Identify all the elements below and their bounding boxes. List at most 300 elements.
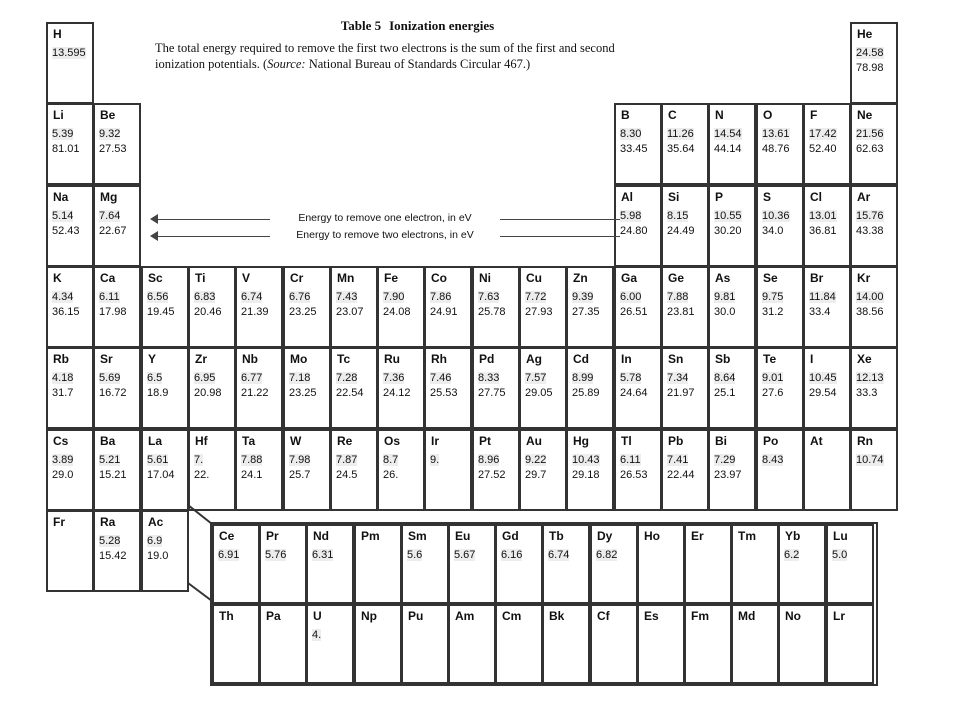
element-cell-tl <box>614 429 662 511</box>
element-symbol: Sr <box>100 352 113 366</box>
first-ionization-energy: 9.39 <box>572 291 594 303</box>
element-symbol: Er <box>691 529 704 543</box>
total-two-electron-energy: 33.3 <box>856 387 878 399</box>
first-ionization-energy: 13.61 <box>762 128 790 140</box>
first-ionization-energy: 21.56 <box>856 128 884 140</box>
element-cell-cr <box>283 266 331 348</box>
element-symbol: P <box>715 190 724 204</box>
total-two-electron-energy: 30.0 <box>714 306 736 318</box>
element-cell-cs <box>46 429 94 511</box>
element-symbol: Th <box>219 609 234 623</box>
first-ionization-energy: 5.21 <box>99 454 121 466</box>
first-ionization-energy: 6.11 <box>620 454 641 466</box>
element-cell-o <box>756 103 804 185</box>
total-two-electron-energy: 48.76 <box>762 143 790 155</box>
total-two-electron-energy: 26.53 <box>620 469 648 481</box>
first-ionization-energy: 12.13 <box>856 372 884 384</box>
first-ionization-energy: 6.11 <box>99 291 120 303</box>
element-cell-rb <box>46 347 94 429</box>
total-two-electron-energy: 23.25 <box>289 387 317 399</box>
total-two-electron-energy: 36.15 <box>52 306 80 318</box>
element-symbol: Md <box>738 609 756 623</box>
element-cell-ag <box>519 347 567 429</box>
desc-source-label: Source: <box>267 57 306 71</box>
desc-source-text: National Bureau of Standards Circular 467.) <box>305 57 531 71</box>
first-ionization-energy: 5.61 <box>147 454 169 466</box>
first-ionization-energy: 8.43 <box>762 454 784 466</box>
element-symbol: I <box>810 352 814 366</box>
first-ionization-energy: 7.72 <box>525 291 547 303</box>
element-symbol: Se <box>763 271 778 285</box>
total-two-electron-energy: 24.1 <box>241 469 263 481</box>
element-cell-fe <box>377 266 425 348</box>
element-cell-os <box>377 429 425 511</box>
total-two-electron-energy: 81.01 <box>52 143 80 155</box>
first-ionization-energy: 7.36 <box>383 372 405 384</box>
element-cell-pd <box>472 347 520 429</box>
element-cell-sr <box>93 347 141 429</box>
first-ionization-energy: 7.86 <box>430 291 452 303</box>
first-ionization-energy: 4.18 <box>52 372 74 384</box>
total-two-electron-energy: 22.67 <box>99 225 127 237</box>
element-symbol: Al <box>621 190 633 204</box>
element-symbol: U <box>313 609 322 623</box>
total-two-electron-energy: 24.12 <box>383 387 411 399</box>
element-symbol: Cl <box>810 190 822 204</box>
element-cell-ar <box>850 185 898 267</box>
element-symbol: At <box>810 434 823 448</box>
element-cell-s <box>756 185 804 267</box>
total-two-electron-energy: 29.0 <box>52 469 74 481</box>
element-symbol: Tb <box>549 529 564 543</box>
element-symbol: Dy <box>597 529 613 543</box>
element-cell-sn <box>661 347 709 429</box>
element-symbol: H <box>53 27 62 41</box>
total-two-electron-energy: 36.81 <box>809 225 837 237</box>
element-symbol: Li <box>53 108 64 122</box>
first-ionization-energy: 7.46 <box>430 372 452 384</box>
total-two-electron-energy: 27.52 <box>478 469 506 481</box>
total-two-electron-energy: 26. <box>383 469 399 481</box>
first-ionization-energy: 7.43 <box>336 291 358 303</box>
element-cell-hf <box>188 429 236 511</box>
element-cell-na <box>46 185 94 267</box>
element-cell-ru <box>377 347 425 429</box>
total-two-electron-energy: 22.54 <box>336 387 364 399</box>
element-symbol: Sb <box>715 352 731 366</box>
element-cell-mo <box>283 347 331 429</box>
first-ionization-energy: 7.64 <box>99 210 121 222</box>
element-symbol: Cm <box>502 609 522 623</box>
first-ionization-energy: 7.88 <box>667 291 689 303</box>
total-two-electron-energy: 20.46 <box>194 306 222 318</box>
total-two-electron-energy: 31.7 <box>52 387 74 399</box>
element-cell-zr <box>188 347 236 429</box>
element-cell-at <box>803 429 851 511</box>
first-ionization-energy: 7.63 <box>478 291 500 303</box>
element-cell-f <box>803 103 851 185</box>
element-cell-rn <box>850 429 898 511</box>
element-symbol: Po <box>763 434 779 448</box>
element-symbol: K <box>53 271 62 285</box>
first-ionization-energy: 6.16 <box>501 549 523 561</box>
element-symbol: Ge <box>668 271 685 285</box>
element-symbol: Ba <box>100 434 116 448</box>
element-symbol: Rb <box>53 352 69 366</box>
element-cell-y <box>141 347 189 429</box>
element-symbol: Y <box>148 352 157 366</box>
element-symbol: Pd <box>479 352 495 366</box>
element-symbol: Am <box>455 609 475 623</box>
element-symbol: Ta <box>242 434 256 448</box>
total-two-electron-energy: 18.9 <box>147 387 169 399</box>
total-two-electron-energy: 21.39 <box>241 306 269 318</box>
first-ionization-energy: 15.76 <box>856 210 884 222</box>
element-symbol: Cf <box>597 609 610 623</box>
total-two-electron-energy: 27.93 <box>525 306 553 318</box>
first-ionization-energy: 5.69 <box>99 372 121 384</box>
desc-text: The total energy required to remove the first two electrons is the sum of the first and second ionization potentials. ( <box>155 41 615 71</box>
first-ionization-energy: 4.34 <box>52 291 74 303</box>
element-symbol: Lr <box>833 609 845 623</box>
element-cell-as <box>708 266 756 348</box>
total-two-electron-energy: 31.2 <box>762 306 784 318</box>
total-two-electron-energy: 25.7 <box>289 469 311 481</box>
table-number: Table 5 <box>340 18 382 33</box>
first-ionization-energy: 6.76 <box>289 291 311 303</box>
element-symbol: Rn <box>857 434 873 448</box>
total-two-electron-energy: 43.38 <box>856 225 884 237</box>
first-ionization-energy: 5.67 <box>454 549 476 561</box>
element-cell-be <box>93 103 141 185</box>
element-cell-cd <box>566 347 614 429</box>
table-caption <box>155 18 625 72</box>
total-two-electron-energy: 21.22 <box>241 387 269 399</box>
element-symbol: No <box>785 609 801 623</box>
element-cell-ba <box>93 429 141 511</box>
element-cell-nb <box>235 347 283 429</box>
element-symbol: Pa <box>266 609 281 623</box>
element-symbol: Tc <box>337 352 351 366</box>
element-symbol: Pb <box>668 434 684 448</box>
element-symbol: Ne <box>857 108 873 122</box>
total-two-electron-energy: 21.97 <box>667 387 695 399</box>
total-two-electron-energy: 25.1 <box>714 387 736 399</box>
element-cell-br <box>803 266 851 348</box>
total-two-electron-energy: 35.64 <box>667 143 695 155</box>
total-two-electron-energy: 38.56 <box>856 306 884 318</box>
element-symbol: Cu <box>526 271 542 285</box>
first-ionization-energy: 6.31 <box>312 549 334 561</box>
element-symbol: Ce <box>219 529 235 543</box>
f-block-connector <box>186 503 216 603</box>
element-cell-la <box>141 429 189 511</box>
element-symbol: Fe <box>384 271 399 285</box>
element-symbol: Ir <box>431 434 440 448</box>
first-ionization-energy: 5.14 <box>52 210 74 222</box>
first-ionization-energy: 8.33 <box>478 372 500 384</box>
total-two-electron-energy: 23.25 <box>289 306 317 318</box>
element-symbol: As <box>715 271 731 285</box>
element-symbol: Lu <box>833 529 848 543</box>
first-ionization-energy: 6.82 <box>596 549 618 561</box>
element-cell-ac <box>141 510 189 592</box>
element-symbol: Ac <box>148 515 164 529</box>
element-symbol: Ar <box>857 190 871 204</box>
total-two-electron-energy: 22.44 <box>667 469 695 481</box>
total-two-electron-energy: 52.43 <box>52 225 80 237</box>
element-symbol: In <box>621 352 632 366</box>
total-two-electron-energy: 23.81 <box>667 306 695 318</box>
element-cell-rh <box>424 347 472 429</box>
total-two-electron-energy: 20.98 <box>194 387 222 399</box>
element-symbol: Sc <box>148 271 163 285</box>
element-symbol: Cr <box>290 271 304 285</box>
total-two-electron-energy: 34.0 <box>762 225 784 237</box>
total-two-electron-energy: 25.53 <box>430 387 458 399</box>
element-symbol: Mo <box>290 352 308 366</box>
first-ionization-energy: 5.39 <box>52 128 74 140</box>
element-symbol: N <box>715 108 724 122</box>
element-cell-sc <box>141 266 189 348</box>
total-two-electron-energy: 29.18 <box>572 469 600 481</box>
element-symbol: La <box>148 434 163 448</box>
element-symbol: Zn <box>573 271 588 285</box>
element-cell-ni <box>472 266 520 348</box>
first-ionization-energy: 6.91 <box>218 549 240 561</box>
first-ionization-energy: 13.01 <box>809 210 837 222</box>
element-cell-tc <box>330 347 378 429</box>
first-ionization-energy: 6.74 <box>241 291 263 303</box>
total-two-electron-energy: 15.21 <box>99 469 127 481</box>
element-cell-se <box>756 266 804 348</box>
first-ionization-energy: 8.96 <box>478 454 500 466</box>
element-symbol: Mn <box>337 271 355 285</box>
total-two-electron-energy: 23.97 <box>714 469 742 481</box>
total-two-electron-energy: 29.7 <box>525 469 547 481</box>
element-cell-i <box>803 347 851 429</box>
total-two-electron-energy: 24.91 <box>430 306 458 318</box>
first-ionization-energy: 10.55 <box>714 210 742 222</box>
first-ionization-energy: 17.42 <box>809 128 837 140</box>
element-symbol: Xe <box>857 352 872 366</box>
element-cell-ge <box>661 266 709 348</box>
element-cell-al <box>614 185 662 267</box>
total-two-electron-energy: 29.54 <box>809 387 837 399</box>
first-ionization-energy: 9.75 <box>762 291 784 303</box>
element-symbol: Mg <box>100 190 118 204</box>
element-symbol: S <box>763 190 772 204</box>
legend-two-label: Energy to remove two electrons, in eV <box>270 229 500 241</box>
total-two-electron-energy: 24.80 <box>620 225 648 237</box>
element-cell-c <box>661 103 709 185</box>
element-symbol: Hf <box>195 434 208 448</box>
first-ionization-energy: 10.43 <box>572 454 600 466</box>
element-symbol: Bi <box>715 434 727 448</box>
table-title <box>210 18 625 34</box>
total-two-electron-energy: 24.49 <box>667 225 695 237</box>
total-two-electron-energy: 19.45 <box>147 306 175 318</box>
first-ionization-energy: 5.6 <box>407 549 423 561</box>
element-symbol: Kr <box>857 271 871 285</box>
element-symbol: Pu <box>408 609 424 623</box>
element-cell-pt <box>472 429 520 511</box>
element-cell-ta <box>235 429 283 511</box>
element-cell-zn <box>566 266 614 348</box>
element-cell-h <box>46 22 94 104</box>
element-symbol: Nb <box>242 352 258 366</box>
first-ionization-energy: 6.2 <box>784 549 800 561</box>
first-ionization-energy: 6.56 <box>147 291 169 303</box>
element-symbol: Ho <box>644 529 660 543</box>
element-cell-co <box>424 266 472 348</box>
first-ionization-energy: 6.77 <box>241 372 263 384</box>
first-ionization-energy: 8.64 <box>714 372 736 384</box>
total-two-electron-energy: 30.20 <box>714 225 742 237</box>
element-cell-ti <box>188 266 236 348</box>
total-two-electron-energy: 17.04 <box>147 469 175 481</box>
element-symbol: Cs <box>53 434 69 448</box>
total-two-electron-energy: 24.5 <box>336 469 358 481</box>
element-cell-ir <box>424 429 472 511</box>
total-two-electron-energy: 24.64 <box>620 387 648 399</box>
element-cell-sb <box>708 347 756 429</box>
total-two-electron-energy: 33.45 <box>620 143 648 155</box>
element-symbol: Ru <box>384 352 400 366</box>
first-ionization-energy: 8.30 <box>620 128 642 140</box>
total-two-electron-energy: 52.40 <box>809 143 837 155</box>
first-ionization-energy: 7.98 <box>289 454 311 466</box>
element-symbol: Te <box>763 352 777 366</box>
element-cell-kr <box>850 266 898 348</box>
element-symbol: O <box>763 108 773 122</box>
element-cell-n <box>708 103 756 185</box>
element-cell-p <box>708 185 756 267</box>
element-symbol: W <box>290 434 302 448</box>
element-symbol: Co <box>431 271 447 285</box>
element-symbol: Fr <box>53 515 65 529</box>
first-ionization-energy: 6.9 <box>147 535 163 547</box>
legend-one-label: Energy to remove one electron, in eV <box>270 212 500 224</box>
element-cell-k <box>46 266 94 348</box>
element-symbol: Yb <box>785 529 801 543</box>
first-ionization-energy: 7.57 <box>525 372 547 384</box>
element-symbol: Na <box>53 190 69 204</box>
element-cell-ca <box>93 266 141 348</box>
legend-one-electron <box>150 212 615 226</box>
legend-two-electrons <box>150 229 615 243</box>
element-symbol: Ti <box>195 271 206 285</box>
element-symbol: He <box>857 27 873 41</box>
total-two-electron-energy: 27.75 <box>478 387 506 399</box>
element-symbol: V <box>242 271 251 285</box>
total-two-electron-energy: 23.07 <box>336 306 364 318</box>
element-cell-po <box>756 429 804 511</box>
first-ionization-energy: 5.28 <box>99 535 121 547</box>
first-ionization-energy: 9.22 <box>525 454 547 466</box>
element-symbol: Ca <box>100 271 116 285</box>
element-symbol: Ag <box>526 352 542 366</box>
element-cell-b <box>614 103 662 185</box>
table-description <box>155 40 625 72</box>
first-ionization-energy: 8.15 <box>667 210 689 222</box>
element-symbol: Tm <box>738 529 756 543</box>
element-cell-bi <box>708 429 756 511</box>
first-ionization-energy: 14.54 <box>714 128 742 140</box>
first-ionization-energy: 10.45 <box>809 372 837 384</box>
first-ionization-energy: 7.41 <box>667 454 689 466</box>
first-ionization-energy: 5.98 <box>620 210 642 222</box>
first-ionization-energy: 13.595 <box>52 47 86 59</box>
total-two-electron-energy: 19.0 <box>147 550 169 562</box>
element-cell-ra <box>93 510 141 592</box>
f-block-frame <box>210 522 878 686</box>
total-two-electron-energy: 22. <box>194 469 210 481</box>
first-ionization-energy: 7.87 <box>336 454 358 466</box>
first-ionization-energy: 7. <box>194 454 204 466</box>
element-symbol: Gd <box>502 529 519 543</box>
element-symbol: Cd <box>573 352 589 366</box>
total-two-electron-energy: 24.08 <box>383 306 411 318</box>
first-ionization-energy: 6.5 <box>147 372 163 384</box>
first-ionization-energy: 8.99 <box>572 372 594 384</box>
element-cell-mn <box>330 266 378 348</box>
total-two-electron-energy: 78.98 <box>856 62 884 74</box>
element-symbol: B <box>621 108 630 122</box>
total-two-electron-energy: 44.14 <box>714 143 742 155</box>
element-cell-fr <box>46 510 94 592</box>
element-symbol: Zr <box>195 352 207 366</box>
total-two-electron-energy: 33.4 <box>809 306 831 318</box>
element-cell-re <box>330 429 378 511</box>
element-cell-ne <box>850 103 898 185</box>
first-ionization-energy: 7.29 <box>714 454 736 466</box>
element-symbol: Sn <box>668 352 684 366</box>
first-ionization-energy: 5.78 <box>620 372 642 384</box>
element-cell-si <box>661 185 709 267</box>
first-ionization-energy: 11.26 <box>667 128 694 140</box>
element-symbol: Es <box>644 609 659 623</box>
first-ionization-energy: 6.74 <box>548 549 570 561</box>
first-ionization-energy: 8.7 <box>383 454 399 466</box>
first-ionization-energy: 24.58 <box>856 47 884 59</box>
element-symbol: C <box>668 108 677 122</box>
first-ionization-energy: 6.00 <box>620 291 642 303</box>
first-ionization-energy: 7.28 <box>336 372 358 384</box>
first-ionization-energy: 5.76 <box>265 549 287 561</box>
element-cell-mg <box>93 185 141 267</box>
first-ionization-energy: 7.18 <box>289 372 311 384</box>
first-ionization-energy: 6.95 <box>194 372 216 384</box>
total-two-electron-energy: 29.05 <box>525 387 553 399</box>
element-symbol: Be <box>100 108 116 122</box>
first-ionization-energy: 7.34 <box>667 372 689 384</box>
total-two-electron-energy: 25.89 <box>572 387 600 399</box>
total-two-electron-energy: 27.6 <box>762 387 784 399</box>
element-symbol: Np <box>361 609 377 623</box>
element-cell-hg <box>566 429 614 511</box>
first-ionization-energy: 9. <box>430 454 440 466</box>
total-two-electron-energy: 17.98 <box>99 306 127 318</box>
total-two-electron-energy: 27.35 <box>572 306 600 318</box>
element-symbol: Si <box>668 190 680 204</box>
element-cell-cu <box>519 266 567 348</box>
element-symbol: Fm <box>691 609 709 623</box>
element-symbol: Hg <box>573 434 589 448</box>
element-symbol: Pm <box>361 529 380 543</box>
element-cell-cl <box>803 185 851 267</box>
first-ionization-energy: 14.00 <box>856 291 884 303</box>
